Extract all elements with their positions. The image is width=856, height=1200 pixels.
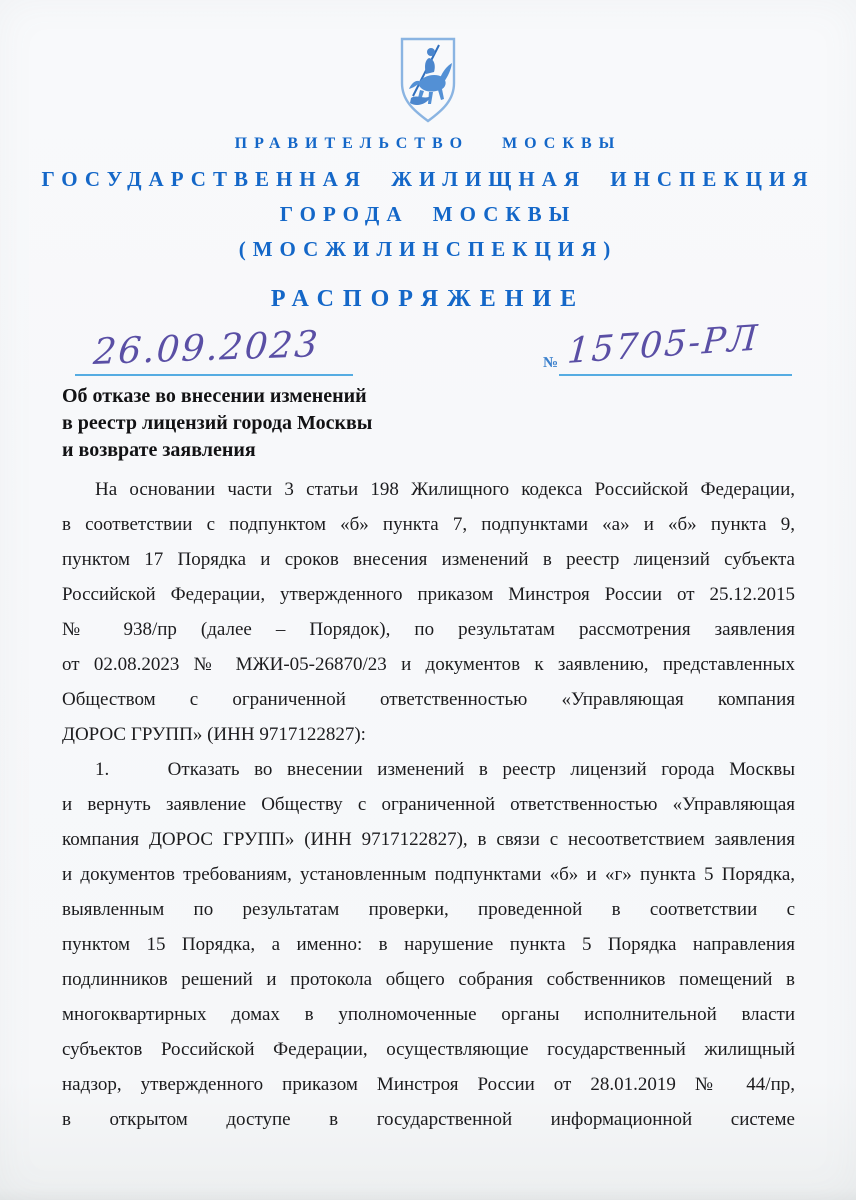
subject-line: и возврате заявления xyxy=(62,439,256,461)
date-number-row xyxy=(62,318,794,376)
handwritten-date: 26.09.2023 xyxy=(92,323,321,373)
handwritten-number: 15705-РЛ xyxy=(566,318,761,372)
body-line: пунктом 15 Порядка, а именно: в нарушение пункта 5 Порядка направления xyxy=(62,934,795,955)
body-line: субъектов Российской Федерации, осуществляющие государственный жилищный xyxy=(62,1039,795,1060)
body-line: Российской Федерации, утвержденного приказом Минстроя России от 25.12.2015 xyxy=(62,584,795,605)
moscow-coat-of-arms-icon xyxy=(396,36,460,124)
body-line: в открытом доступе в государственной информационной системе xyxy=(62,1109,795,1130)
body-line: выявленным по результатам проверки, проведенной в соответствии с xyxy=(62,899,795,920)
body-line: и документов требованиям, установленным подпунктами «б» и «г» пункта 5 Порядка, xyxy=(62,864,795,885)
document-type-title: РАСПОРЯЖЕНИЕ xyxy=(270,286,586,312)
body-line: надзор, утвержденного приказом Минстроя России от 28.01.2019 № 44/пр, xyxy=(62,1074,795,1095)
body-line: многоквартирных домах в уполномоченные органы исполнительной власти xyxy=(62,1004,795,1025)
body-line: в соответствии с подпунктом «б» пункта 7, подпунктами «а» и «б» пункта 9, xyxy=(62,514,795,535)
org-name-line3: (МОСЖИЛИНСПЕКЦИЯ) xyxy=(238,237,618,261)
body-line: ДОРОС ГРУПП» (ИНН 9717122827): xyxy=(62,724,366,745)
body-line: 1. Отказать во внесении изменений в реестр лицензий города Москвы xyxy=(95,759,795,780)
number-sign: № xyxy=(543,355,559,371)
body-line: На основании части 3 статьи 198 Жилищного кодекса Российской Федерации, xyxy=(95,479,795,500)
body-line: компания ДОРОС ГРУПП» (ИНН 9717122827), в связи с несоответствием заявления xyxy=(62,829,795,850)
body-line: Обществом с ограниченной ответственностью «Управляющая компания xyxy=(62,689,795,710)
subject-line: Об отказе во внесении изменений xyxy=(62,385,367,407)
paragraph-decision xyxy=(62,752,795,1137)
org-name-line1: ГОСУДАРСТВЕННАЯ ЖИЛИЩНАЯ ИНСПЕКЦИЯ xyxy=(41,167,815,191)
number-underline xyxy=(559,374,792,376)
subject-heading xyxy=(62,383,856,464)
body-line: от 02.08.2023 № МЖИ-05-26870/23 и документов к заявлению, представленных xyxy=(62,654,795,675)
subject-line: в реестр лицензий города Москвы xyxy=(62,412,373,434)
body-line: подлинников решений и протокола общего собрания собственников помещений в xyxy=(62,969,795,990)
org-name-line2: ГОРОДА МОСКВЫ xyxy=(279,202,577,226)
document-body xyxy=(62,472,795,1137)
body-line: № 938/пр (далее – Порядок), по результатам рассмотрения заявления xyxy=(62,619,795,640)
body-line: и вернуть заявление Обществу с ограниченной ответственностью «Управляющая xyxy=(62,794,795,815)
date-underline xyxy=(75,374,353,376)
body-line: пунктом 17 Порядка и сроков внесения изменений в реестр лицензий субъекта xyxy=(62,549,795,570)
government-of-moscow-label: ПРАВИТЕЛЬСТВО МОСКВЫ xyxy=(234,135,622,152)
paragraph-legal-basis xyxy=(62,472,795,752)
